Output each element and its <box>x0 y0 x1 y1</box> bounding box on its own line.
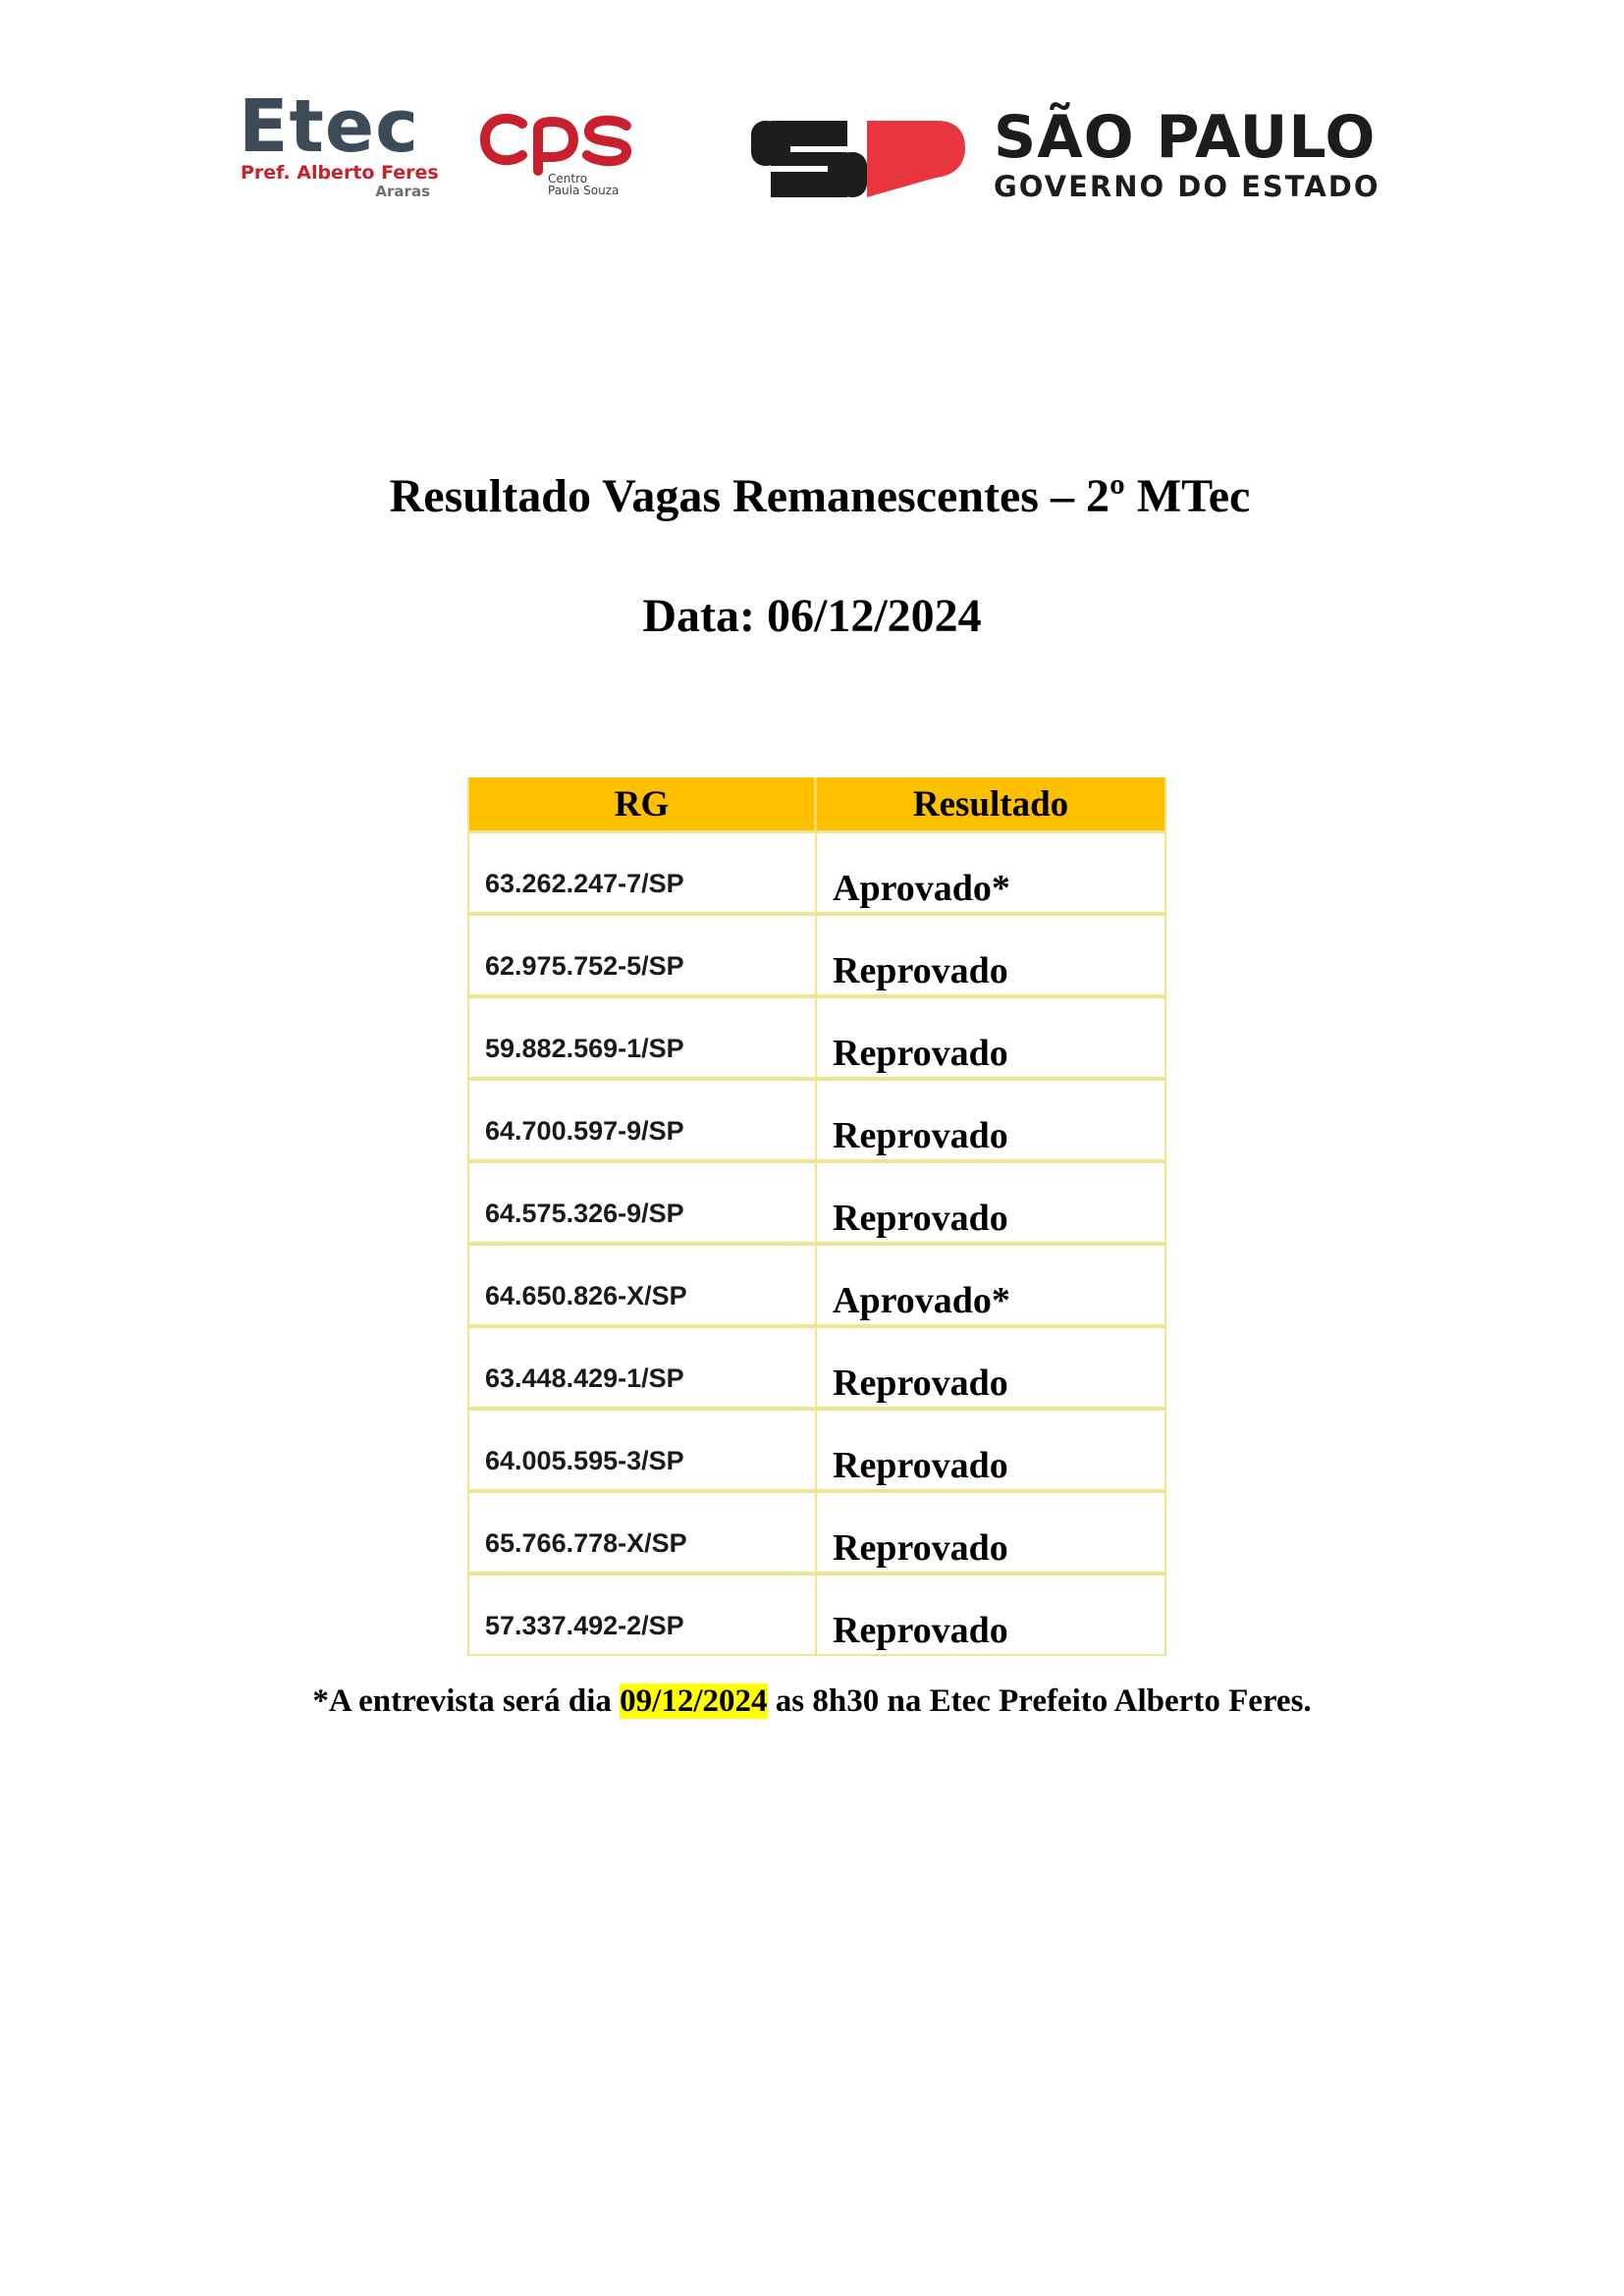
etec-logo <box>239 84 439 203</box>
rg-cell: 62.975.752-5/SP <box>469 916 817 998</box>
footnote-highlighted-date: 09/12/2024 <box>620 1683 768 1719</box>
interview-footnote <box>0 1682 1624 1721</box>
rg-cell: 63.448.429-1/SP <box>469 1328 817 1411</box>
document-title: Resultado Vagas Remanescentes – 2º MTec <box>389 470 1251 522</box>
table-header-row <box>469 777 1164 833</box>
table-row <box>469 998 1164 1081</box>
results-table <box>467 777 1166 1656</box>
column-header-result: Resultado <box>817 777 1164 833</box>
rg-cell: 65.766.778-X/SP <box>469 1493 817 1575</box>
cps-logo-subtitle <box>548 173 619 196</box>
column-header-rg: RG <box>469 777 817 833</box>
etec-logo-word: Etec <box>239 84 419 169</box>
result-cell: Aprovado* <box>817 833 1164 916</box>
rg-cell: 64.700.597-9/SP <box>469 1081 817 1163</box>
etec-logo-city: Araras <box>375 183 430 200</box>
table-row <box>469 833 1164 916</box>
rg-cell: 59.882.569-1/SP <box>469 998 817 1081</box>
result-cell: Reprovado <box>817 1163 1164 1246</box>
cps-logo-mark-icon <box>479 110 646 179</box>
sp-government-logo-text <box>994 103 1426 203</box>
rg-cell: 57.337.492-2/SP <box>469 1575 817 1654</box>
table-row <box>469 1411 1164 1493</box>
result-cell: Reprovado <box>817 1328 1164 1411</box>
etec-logo-school-name: Pref. Alberto Feres <box>241 162 439 184</box>
sp-logo-shape-icon <box>751 115 967 203</box>
result-cell: Reprovado <box>817 916 1164 998</box>
sp-logo-subtitle: GOVERNO DO ESTADO <box>994 170 1380 203</box>
table-row <box>469 1575 1164 1654</box>
footnote-text-before: *A entrevista será dia <box>312 1683 621 1719</box>
rg-cell: 64.650.826-X/SP <box>469 1246 817 1328</box>
table-row <box>469 1081 1164 1163</box>
result-cell: Reprovado <box>817 1411 1164 1493</box>
sp-logo-title: SÃO PAULO <box>994 103 1377 172</box>
result-cell: Aprovado* <box>817 1246 1164 1328</box>
sp-government-logo-mark <box>751 115 967 203</box>
cps-logo <box>479 110 646 208</box>
rg-cell: 63.262.247-7/SP <box>469 833 817 916</box>
footnote-text-after: as 8h30 na Etec Prefeito Alberto Feres. <box>767 1683 1312 1719</box>
table-row <box>469 1493 1164 1575</box>
result-cell: Reprovado <box>817 998 1164 1081</box>
result-cell: Reprovado <box>817 1493 1164 1575</box>
table-row <box>469 916 1164 998</box>
result-cell: Reprovado <box>833 1610 1008 1651</box>
table-row <box>469 1163 1164 1246</box>
document-date: Data: 06/12/2024 <box>642 590 982 642</box>
cps-logo-sub-line2: Paula Souza <box>548 184 620 197</box>
table-row <box>469 1246 1164 1328</box>
result-cell: Reprovado <box>817 1081 1164 1163</box>
rg-cell: 64.005.595-3/SP <box>469 1411 817 1493</box>
cps-logo-sub-line1: Centro <box>548 172 588 186</box>
table-row <box>469 1328 1164 1411</box>
rg-cell: 64.575.326-9/SP <box>469 1163 817 1246</box>
